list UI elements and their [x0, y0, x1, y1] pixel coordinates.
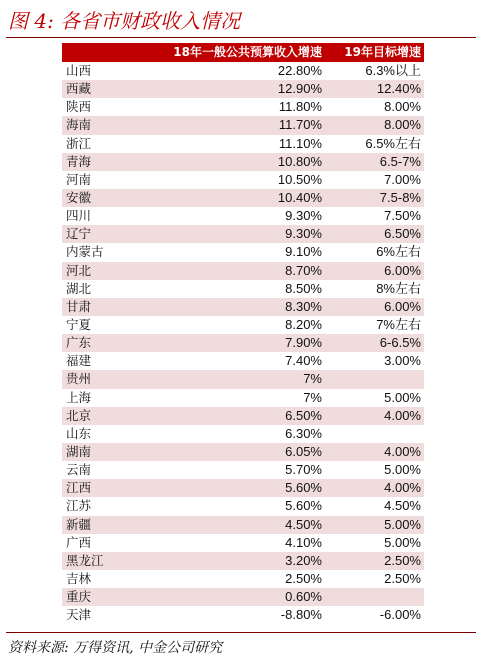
target-2019-cell: 6.50% — [384, 226, 421, 242]
table-row — [62, 534, 424, 552]
table-row — [62, 606, 424, 624]
province-cell: 河北 — [66, 262, 92, 278]
province-cell: 广东 — [66, 335, 92, 351]
growth-2018-cell: 9.30% — [285, 208, 322, 224]
province-cell: 贵州 — [66, 371, 92, 387]
province-cell: 青海 — [66, 153, 92, 169]
table-row — [62, 370, 424, 388]
source-note: 资料来源: 万得资讯, 中金公司研究 — [8, 640, 223, 656]
province-cell: 辽宁 — [66, 226, 92, 242]
table-row — [62, 443, 424, 461]
table-row — [62, 425, 424, 443]
table-row — [62, 189, 424, 207]
table-row — [62, 280, 424, 298]
growth-2018-cell: 3.20% — [285, 552, 322, 568]
table-row — [62, 80, 424, 98]
growth-2018-cell: 7% — [303, 389, 322, 405]
table-row — [62, 479, 424, 497]
header-2019-target: 19年目标增速 — [344, 45, 421, 59]
province-cell: 北京 — [66, 407, 92, 423]
growth-2018-cell: 10.80% — [277, 153, 322, 169]
growth-2018-cell: 11.70% — [278, 117, 322, 133]
table-row — [62, 298, 424, 316]
growth-2018-cell: 8.20% — [285, 316, 322, 332]
province-cell: 黑龙江 — [66, 552, 104, 568]
province-cell: 福建 — [66, 353, 92, 369]
province-cell: 海南 — [66, 117, 92, 133]
growth-2018-cell: 11.80% — [278, 99, 322, 115]
table-body — [62, 62, 424, 624]
table-header — [62, 43, 424, 62]
table-row — [62, 497, 424, 515]
table-row — [62, 171, 424, 189]
growth-2018-cell: 8.50% — [285, 280, 322, 296]
growth-2018-cell: 6.50% — [285, 407, 322, 423]
province-cell: 宁夏 — [66, 316, 92, 332]
target-2019-cell: 8%左右 — [376, 280, 421, 296]
growth-2018-cell: 11.10% — [278, 135, 322, 151]
table-row — [62, 389, 424, 407]
province-cell: 上海 — [66, 389, 92, 405]
header-2018-growth: 18年一般公共预算收入增速 — [173, 45, 322, 59]
table-row — [62, 407, 424, 425]
target-2019-cell: 5.00% — [384, 462, 421, 478]
target-2019-cell: 2.50% — [384, 552, 421, 568]
table-row — [62, 552, 424, 570]
province-cell: 江西 — [66, 480, 92, 496]
province-cell: 江苏 — [66, 498, 92, 514]
table-row — [62, 334, 424, 352]
growth-2018-cell: 9.30% — [285, 226, 322, 242]
target-2019-cell — [324, 588, 424, 606]
province-cell: 云南 — [66, 462, 92, 478]
table-row — [62, 243, 424, 261]
province-cell: 安徽 — [66, 189, 92, 205]
target-2019-cell — [324, 370, 424, 388]
table-row — [62, 153, 424, 171]
growth-2018-cell: 2.50% — [285, 570, 322, 586]
target-2019-cell — [324, 425, 424, 443]
target-2019-cell: 4.00% — [384, 443, 421, 459]
target-2019-cell: 6.00% — [384, 298, 421, 314]
growth-2018-cell: 5.60% — [285, 480, 322, 496]
target-2019-cell: 6.5%左右 — [365, 135, 421, 151]
table-row — [62, 116, 424, 134]
growth-2018-cell: 0.60% — [285, 589, 322, 605]
figure-title: 图 4: 各省市财政收入情况 — [8, 9, 241, 33]
target-2019-cell: -6.00% — [379, 607, 421, 623]
table-row — [62, 352, 424, 370]
province-cell: 甘肃 — [66, 298, 92, 314]
target-2019-cell: 8.00% — [384, 99, 421, 115]
table-row — [62, 135, 424, 153]
growth-2018-cell: 5.70% — [285, 462, 322, 478]
province-cell: 浙江 — [66, 135, 92, 151]
target-2019-cell: 5.00% — [384, 516, 421, 532]
growth-2018-cell: 7.90% — [285, 335, 322, 351]
province-cell: 湖南 — [66, 443, 92, 459]
province-cell: 陕西 — [66, 99, 92, 115]
growth-2018-cell: 4.50% — [285, 516, 322, 532]
province-cell: 新疆 — [66, 516, 92, 532]
growth-2018-cell: 4.10% — [285, 534, 322, 550]
table-row — [62, 207, 424, 225]
table-row — [62, 262, 424, 280]
table-row — [62, 461, 424, 479]
growth-2018-cell: -8.80% — [280, 607, 322, 623]
target-2019-cell: 4.00% — [384, 480, 421, 496]
growth-2018-cell: 22.80% — [277, 63, 322, 78]
title-rule — [6, 37, 476, 38]
target-2019-cell: 2.50% — [384, 570, 421, 586]
province-cell: 吉林 — [66, 570, 92, 586]
target-2019-cell: 4.50% — [384, 498, 421, 514]
growth-2018-cell: 7% — [303, 371, 322, 387]
revenue-table — [62, 43, 424, 624]
target-2019-cell: 12.40% — [376, 81, 421, 97]
province-cell: 天津 — [66, 607, 92, 623]
table-row — [62, 225, 424, 243]
province-cell: 河南 — [66, 171, 92, 187]
target-2019-cell: 3.00% — [384, 353, 421, 369]
target-2019-cell: 5.00% — [384, 534, 421, 550]
table-row — [62, 316, 424, 334]
growth-2018-cell: 10.50% — [277, 171, 322, 187]
table-row — [62, 98, 424, 116]
province-cell: 西藏 — [66, 81, 92, 97]
province-cell: 山西 — [66, 63, 92, 78]
growth-2018-cell: 9.10% — [285, 244, 322, 260]
target-2019-cell: 6.5-7% — [379, 153, 421, 169]
target-2019-cell: 6-6.5% — [379, 335, 421, 351]
province-cell: 湖北 — [66, 280, 92, 296]
target-2019-cell: 5.00% — [384, 389, 421, 405]
target-2019-cell: 8.00% — [384, 117, 421, 133]
growth-2018-cell: 12.90% — [277, 81, 322, 97]
target-2019-cell: 7%左右 — [376, 316, 421, 332]
growth-2018-cell: 6.30% — [285, 425, 322, 441]
growth-2018-cell: 8.30% — [285, 298, 322, 314]
growth-2018-cell: 8.70% — [285, 262, 322, 278]
table-row — [62, 62, 424, 80]
province-cell: 重庆 — [66, 589, 92, 605]
growth-2018-cell: 7.40% — [285, 353, 322, 369]
target-2019-cell: 7.00% — [384, 171, 421, 187]
source-rule — [6, 632, 476, 633]
province-cell: 四川 — [66, 208, 92, 224]
province-cell: 广西 — [66, 534, 92, 550]
target-2019-cell: 4.00% — [384, 407, 421, 423]
target-2019-cell: 7.50% — [384, 208, 421, 224]
table-row — [62, 588, 424, 606]
growth-2018-cell: 10.40% — [277, 189, 322, 205]
target-2019-cell: 6%左右 — [376, 244, 421, 260]
growth-2018-cell: 6.05% — [285, 443, 322, 459]
target-2019-cell: 6.3%以上 — [365, 63, 421, 78]
province-cell: 山东 — [66, 425, 92, 441]
target-2019-cell: 7.5-8% — [379, 189, 421, 205]
growth-2018-cell: 5.60% — [285, 498, 322, 514]
target-2019-cell: 6.00% — [384, 262, 421, 278]
table-row — [62, 516, 424, 534]
table-row — [62, 570, 424, 588]
province-cell: 内蒙古 — [66, 244, 104, 260]
